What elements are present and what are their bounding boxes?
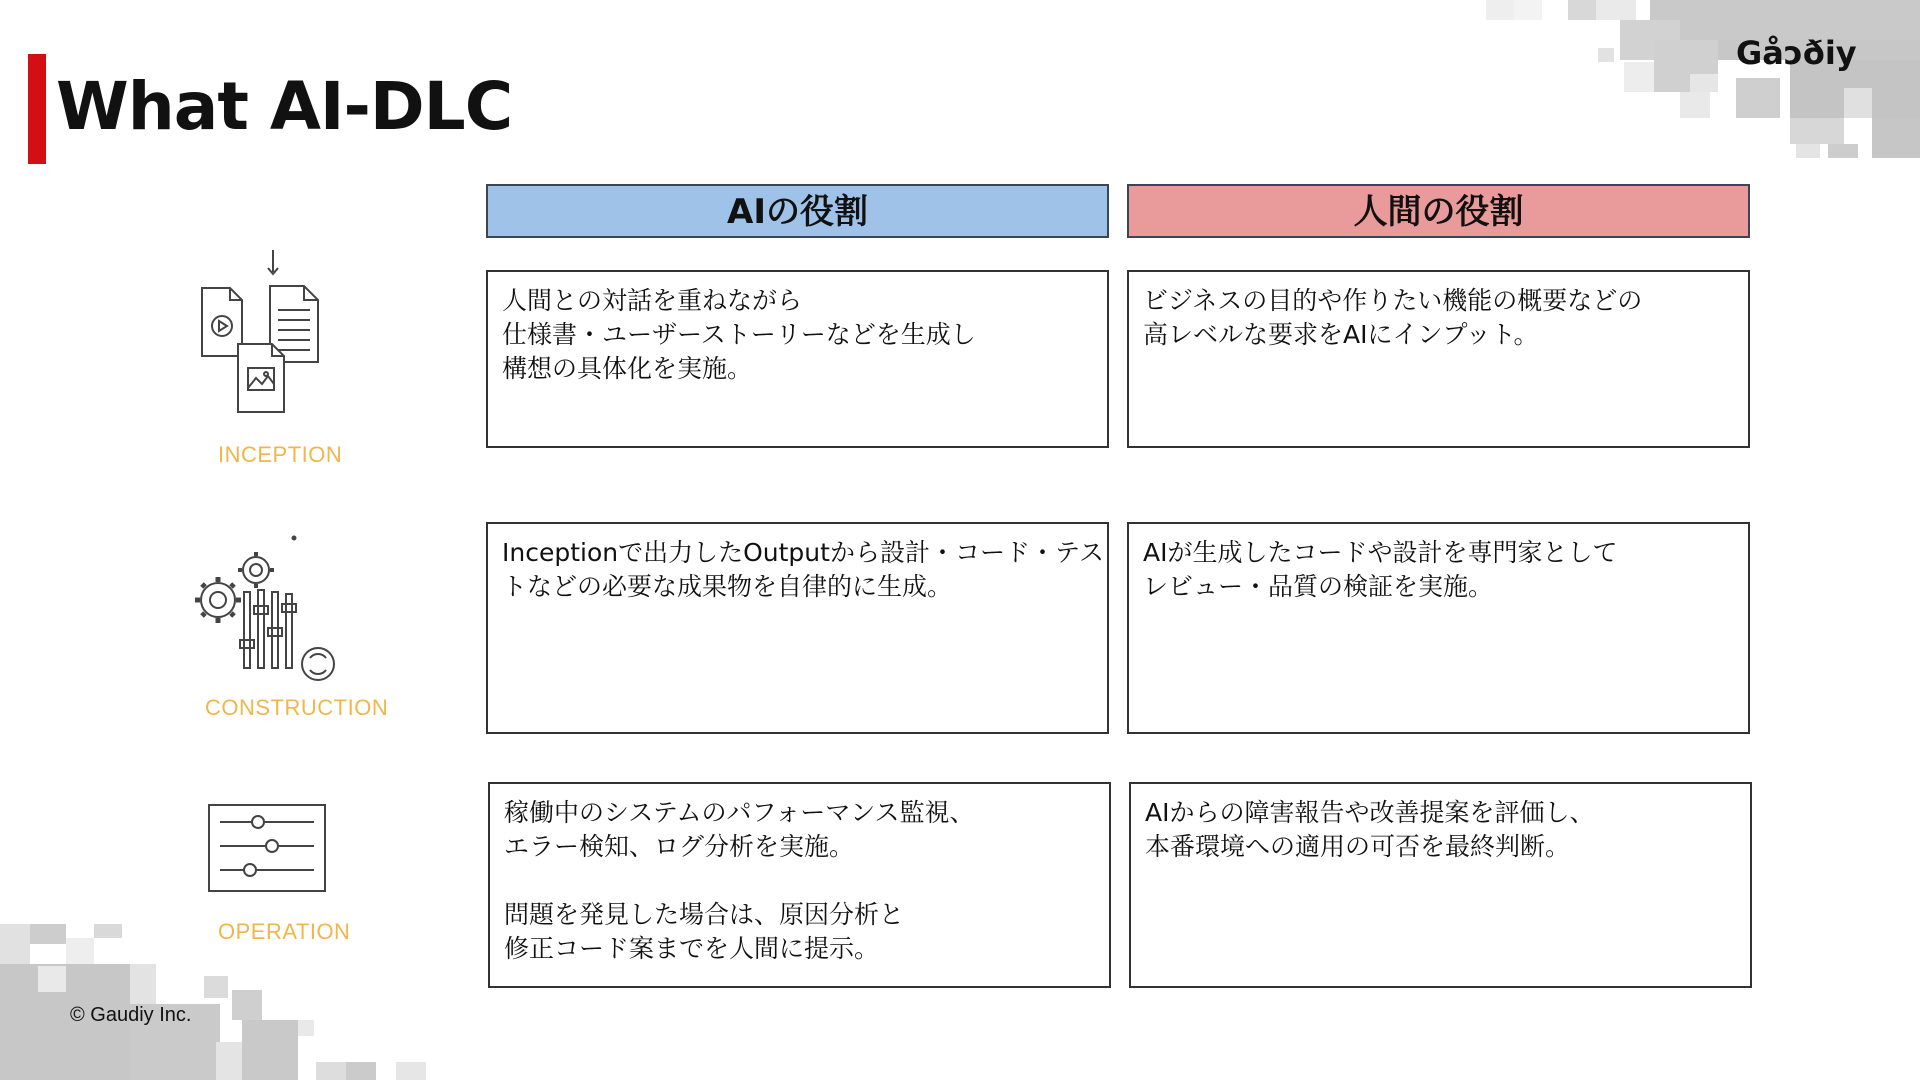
control-panel-icon bbox=[206, 802, 328, 894]
stage-label-operation: OPERATION bbox=[218, 919, 351, 944]
human-role-text-line: ビジネスの目的や作りたい機能の概要などの bbox=[1143, 286, 1643, 315]
ai-role-text-line: 稼働中のシステムのパフォーマンス監視、 bbox=[504, 798, 975, 827]
human-role-text-line: 本番環境への適用の可否を最終判断。 bbox=[1145, 832, 1571, 861]
stage-label-inception: INCEPTION bbox=[218, 442, 343, 467]
company-logo: Gåɔðiy bbox=[1736, 34, 1857, 72]
human-role-text-line: AIが生成したコードや設計を専門家として bbox=[1143, 538, 1618, 567]
human-role-text-line: 高レベルな要求をAIにインプット。 bbox=[1143, 320, 1539, 349]
ai-role-text-line: 構想の具体化を実施。 bbox=[502, 354, 753, 383]
human-role-text-line: AIからの障害報告や改善提案を評価し、 bbox=[1145, 798, 1595, 827]
human-role-cell-operation bbox=[1129, 782, 1752, 988]
ai-role-text-line: エラー検知、ログ分析を実施。 bbox=[504, 832, 855, 861]
stage-label-construction: CONSTRUCTION bbox=[205, 695, 389, 720]
documents-icon bbox=[196, 246, 326, 416]
ai-role-text-line: トなどの必要な成果物を自律的に生成。 bbox=[502, 572, 953, 601]
copyright-notice: © Gaudiy Inc. bbox=[70, 1004, 192, 1026]
header-ai-role: AIの役割 bbox=[486, 184, 1109, 238]
human-role-text-line: レビュー・品質の検証を実施。 bbox=[1143, 572, 1494, 601]
ai-role-text-line: Inceptionで出力したOutputから設計・コード・テス bbox=[502, 538, 1104, 567]
title-accent-bar bbox=[28, 54, 46, 164]
human-role-cell-construction bbox=[1127, 522, 1750, 734]
ai-role-text-line: 問題を発見した場合は、原因分析と bbox=[504, 900, 905, 929]
ai-role-cell-inception bbox=[486, 270, 1109, 448]
ai-role-cell-construction bbox=[486, 522, 1109, 734]
header-human-role: 人間の役割 bbox=[1127, 184, 1750, 238]
ai-role-text-line: 人間との対話を重ねながら bbox=[502, 286, 803, 315]
ai-role-text-line: 仕様書・ユーザーストーリーなどを生成し bbox=[502, 320, 976, 349]
page-title: What AI-DLC bbox=[56, 68, 513, 145]
gears-sliders-icon bbox=[190, 532, 350, 684]
human-role-cell-inception bbox=[1127, 270, 1750, 448]
ai-role-text-line: 修正コード案までを人間に提示。 bbox=[504, 934, 880, 963]
paragraph-gap bbox=[504, 864, 1095, 898]
ai-role-cell-operation bbox=[488, 782, 1111, 988]
